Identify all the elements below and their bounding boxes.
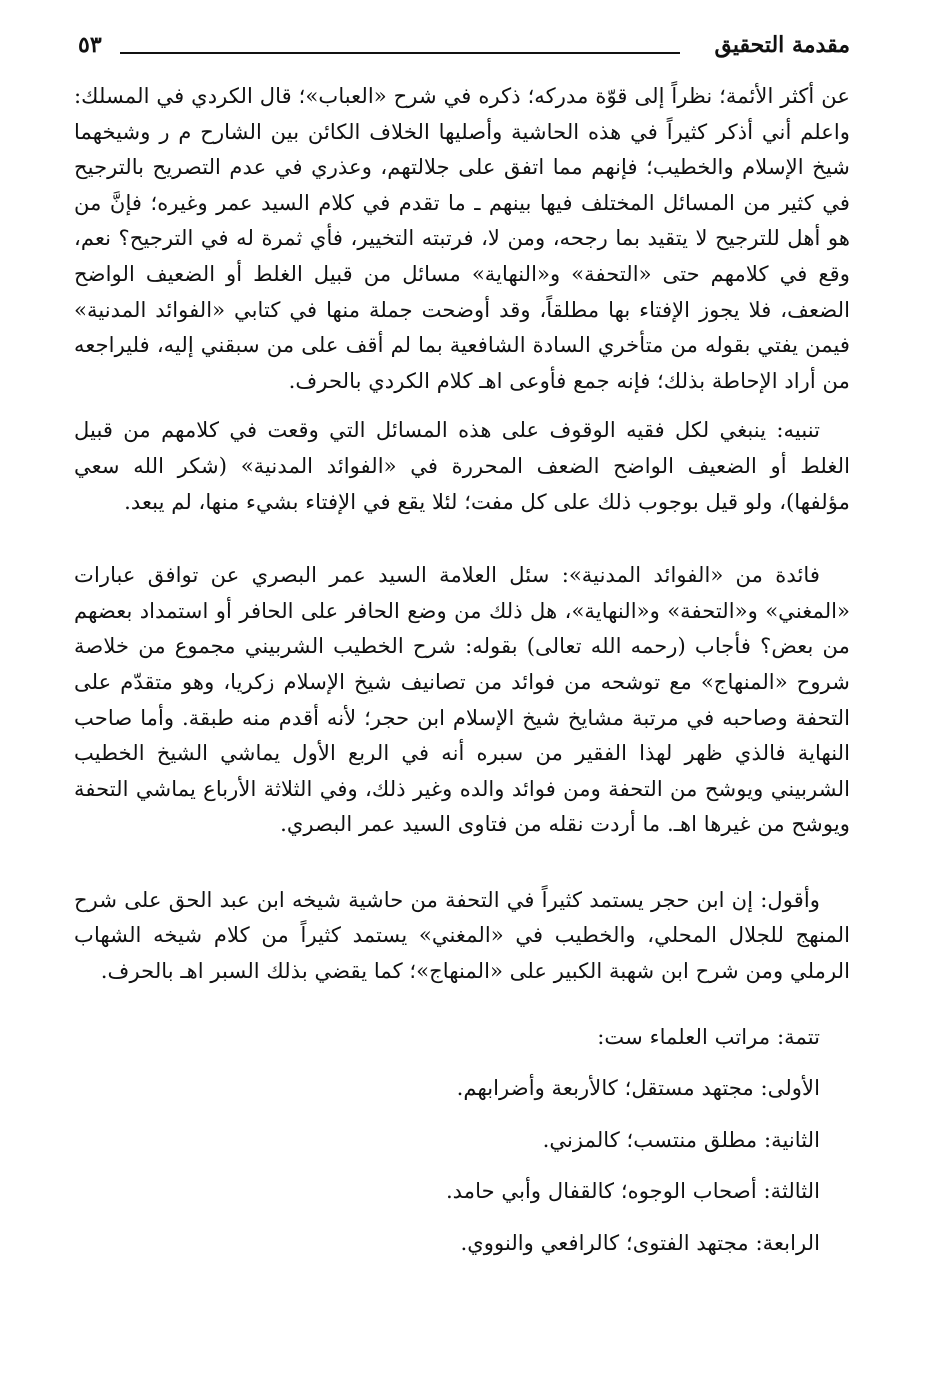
rank-item: الرابعة: مجتهد الفتوى؛ كالرافعي والنووي. — [460, 1230, 820, 1256]
tatimma-heading: تتمة: مراتب العلماء ست: — [597, 1023, 820, 1049]
paragraph-faida: فائدة من «الفوائد المدنية»: سئل العلامة السيد عمر البصري عن توافق عبارات «المغني» و«التحفة» و«النهاية»، هل ذلك من وضع الحافر على الحافر أو استمداد بعضهم من بعض؟ فأجاب (رحمه الله تعالى) بقوله: شرح الخطيب الشربيني مجموع من خلاصة شروح «المنهاج» مع توشحه من فوائد من تصانيف شيخ الإسلام زكريا، وهو متقدّم على التحفة وصاحبه في مرتبة مشايخ شيخ الإسلام ابن حجر؛ لأنه أقدم منه طبقة. وأما صاحب النهاية فالذي ظهر لهذا الفقير من سبره أنه في الربع الأول يماشي الشيخ الخطيب الشربيني ويوشح من التحفة ومن فوائد والده وغير ذلك، وفي الثلاثة الأرباع يماشي التحفة ويوشح من غيرها اهـ. ما أردت نقله من فتاوى السيد عمر البصري. — [74, 562, 850, 837]
paragraph-tanbih: تنبيه: ينبغي لكل فقيه الوقوف على هذه المسائل التي وقعت في كلامهم من قبيل الغلط أو الضعيف الواضح الضعف المحررة في «الفوائد المدنية» (شكر الله سعي مؤلفها)، ولو قيل بوجوب ذلك على كل مفت؛ لئلا يقع في الإفتاء بشيء منها، لم يبعد. — [74, 417, 850, 514]
page-header — [78, 30, 850, 70]
rank-item: الثانية: مطلق منتسب؛ كالمزني. — [542, 1126, 820, 1152]
paragraph-aqulu: وأقول: إن ابن حجر يستمد كثيراً في التحفة من حاشية شيخه ابن عبد الحق على شرح المنهج للجلال المحلي، والخطيب في «المغني» يستمد كثيراً من كلام شيخه الشهاب الرملي ومن شرح ابن شهبة الكبير على «المنهاج»؛ كما يقضي بذلك السبر اهـ بالحرف. — [74, 886, 850, 984]
paragraph-kurdi-quote: عن أكثر الأئمة؛ نظراً إلى قوّة مدركه؛ ذكره في شرح «العباب»؛ قال الكردي في المسلك: واعلم أني أذكر كثيراً في هذه الحاشية وأصليها الخلاف الكائن بين الشارح م ر وشيخهما شيخ الإسلام والخطيب؛ فإنهم مما اتفق على جلالتهم، وعذري في عدم التصريح بالترجيح في كثير من المسائل المختلف فيها بينهم ـ ما تقدم في كلام السيد عمر وغيره؛ فإنَّ من هو أهل للترجيح لا يتقيد بما رجحه، ومن لا، فرتبته التخيير، فأي ثمرة له في الترجيح؟ نعم، وقع في كلامهم حتى «التحفة» و«النهاية» مسائل من قبيل الغلط أو الضعيف الواضح الضعف، فلا يجوز الإفتاء بها مطلقاً، وقد أوضحت جملة منها في كتابي «الفوائد المدنية» فيمن يفتي بقوله من متأخري السادة الشافعية بما لم أقف على من سبقني إليه، فليراجعه من أراد الإحاطة بذلك؛ فإنه جمع فأوعى اهـ كلام الكردي بالحرف. — [74, 83, 850, 393]
page-body — [74, 78, 850, 1261]
rank-item: الأولى: مجتهد مستقل؛ كالأربعة وأضرابهم. — [456, 1075, 820, 1101]
header-rule — [120, 52, 680, 54]
running-title: مقدمة التحقيق — [714, 32, 850, 58]
rank-item: الثالثة: أصحاب الوجوه؛ كالقفال وأبي حامد. — [445, 1178, 820, 1204]
tatimma-section — [74, 1019, 850, 1261]
page-number: ٥٣ — [78, 32, 102, 58]
